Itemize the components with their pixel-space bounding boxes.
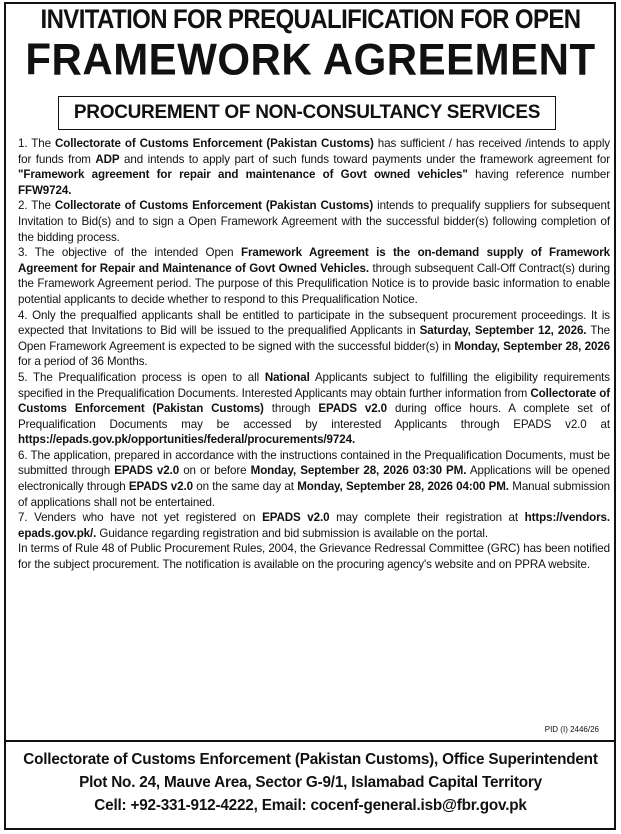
text: on or before <box>179 464 251 478</box>
bold-text: Framework Agreement is the on-demand supply of Framework Agreement for Repair and Maintenance of Govt Owned Vehicles. <box>18 246 610 275</box>
notice-body <box>18 136 610 573</box>
text: may complete their registration at <box>329 511 525 525</box>
contact-footer <box>6 740 615 828</box>
text: 4. Only the prequalfied applicants shall be entitled to participate in the subsequent procurement proceedings. It is expected that Invitations to Bid will be issued to the prequalified Applicants in <box>18 308 610 338</box>
subheading-box: PROCUREMENT OF NON-CONSULTANCY SERVICES <box>58 96 556 130</box>
text: 7. Venders who have not yet registered on <box>18 511 263 525</box>
text: Manual submission of applications shall not be entertained. <box>18 480 610 509</box>
bold-text: "Framework agreement for repair and maintenance of Govt owned vehicles" <box>18 168 468 182</box>
bold-text: Saturday, September 12, 2026. <box>419 324 587 338</box>
paragraph-7 <box>18 510 610 541</box>
text: 3. The objective of the intended Open <box>18 246 241 260</box>
bold-text: https://epads.gov.pk/opportunities/federal/procurements/9724. <box>18 433 356 447</box>
footer-contact: Cell: +92-331-912-4222, Email: cocenf-general.isb@fbr.gov.pk <box>94 797 527 814</box>
title-line-2: FRAMEWORK AGREEMENT <box>25 34 596 85</box>
paragraph-6 <box>18 448 610 510</box>
paragraph-3 <box>18 245 610 307</box>
publication-id: PID (I) 2446/26 <box>544 725 599 734</box>
text: having reference number <box>467 168 611 182</box>
text: for a period of 36 Months. <box>18 355 148 369</box>
footer-address: Plot No. 24, Mauve Area, Sector G-9/1, Islamabad Capital Territory <box>79 774 542 791</box>
paragraph-grc <box>18 541 610 572</box>
text: Applicants subject to fulfilling the eligibility requirements specified in the Prequalification Documents. Interested Applicants may obtain further information from <box>18 370 610 400</box>
text: 5. The Prequalification process is open to all <box>18 370 265 384</box>
paragraph-2 <box>18 198 610 245</box>
bold-text: National <box>264 370 310 384</box>
text: In terms of Rule 48 of Public Procurement Rules, 2004, the Grievance Redressal Committee (GRC) has been notified for the subject procurement. The notification is available on the procuring agency's website and on PPRA website. <box>18 542 610 572</box>
bold-text: EPADS v2.0 <box>114 464 180 478</box>
paragraph-4 <box>18 308 610 370</box>
bold-text: Collectorate of Customs Enforcement (Pakistan Customs) <box>18 386 611 416</box>
text: intends to prequalify suppliers for subsequent Invitation to Bid(s) and to sign a Open Framework Agreement with the successful bidder(s) following completion of the bidding process. <box>18 199 610 244</box>
bold-text: Monday, September 28, 2026 <box>454 339 610 353</box>
text: through subsequent Call-Off Contract(s) during the Framework Agreement period. The purpose of this Prequlification Notice is to provide basic information to enable potential applicants to decide whether to respond to this Prequalification Notice. <box>18 261 610 306</box>
title-line-1: INVITATION FOR PREQUALIFICATION FOR OPEN <box>40 4 581 35</box>
text: has sufficient / has received /intends to apply for funds from <box>18 137 610 166</box>
paragraph-5 <box>18 370 610 448</box>
bold-text: Collectorate of Customs Enforcement (Pakistan Customs) <box>54 199 374 213</box>
bold-text: https://vendors. epads.gov.pk/. <box>18 511 610 540</box>
text: 2. The <box>18 199 55 213</box>
bold-text: Monday, September 28, 2026 03:30 PM. <box>250 464 467 478</box>
text: through <box>263 402 319 416</box>
text: on the same day at <box>192 480 298 494</box>
text: during office hours. A complete set of Prequalification Documents may be accessed by interested Applicants through EPADS v2.0 at <box>18 402 611 431</box>
bold-text: FFW9724. <box>18 183 72 197</box>
bold-text: ADP <box>95 152 120 166</box>
text: and intends to apply part of such funds toward payments under the framework agreement for <box>119 152 610 166</box>
text: The Open Framework Agreement is expected to be signed with the successful bidder(s) in <box>18 324 610 353</box>
bold-text: EPADS v2.0 <box>318 402 388 416</box>
bold-text: Monday, September 28, 2026 04:00 PM. <box>297 480 509 494</box>
bold-text: EPADS v2.0 <box>262 511 330 525</box>
text: 1. The <box>18 137 56 150</box>
footer-office: Collectorate of Customs Enforcement (Pakistan Customs), Office Superintendent <box>23 751 598 768</box>
paragraph-1 <box>18 136 610 198</box>
text: 6. The application, prepared in accordance with the instructions contained in the Prequalification Documents, must be submitted through <box>18 448 610 478</box>
text: Applications will be opened electronically through <box>18 464 610 494</box>
bold-text: Collectorate of Customs Enforcement (Pakistan Customs) <box>55 137 374 150</box>
text: Guidance regarding registration and bid submission is available on the portal. <box>96 526 488 540</box>
bold-text: EPADS v2.0 <box>128 480 193 494</box>
